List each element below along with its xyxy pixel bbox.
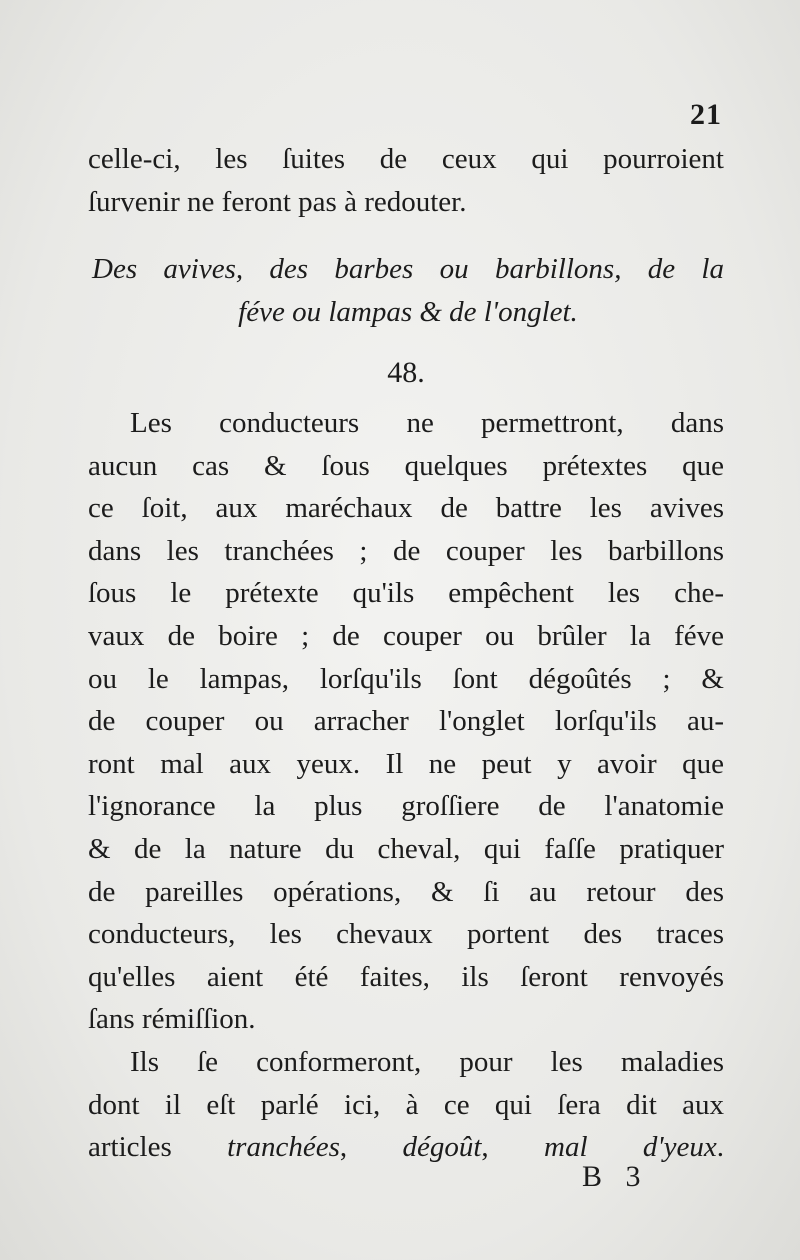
text-line: dont il eſt parlé ici, à ce qui ſera dit aux — [88, 1088, 724, 1121]
heading-line: féve ou lampas & de l'onglet. — [238, 295, 578, 328]
text-line: ſous le prétexte qu'ils empêchent les che- — [88, 577, 724, 610]
page-number: 21 — [690, 98, 722, 131]
text-line: ſans rémiſſion. — [88, 1003, 256, 1036]
text-line: aucun cas & ſous quelques prétextes que — [88, 449, 724, 482]
text-line: ront mal aux yeux. Il ne peut y avoir que — [88, 747, 724, 780]
body-text — [88, 402, 724, 1169]
text-line: dans les tranchées ; de couper les barbillons — [88, 534, 724, 567]
text-line: celle-ci, les ſuites de ceux qui pourroient — [88, 143, 724, 175]
text-line: vaux de boire ; de couper ou brûler la féve — [88, 619, 724, 652]
text-line: de couper ou arracher l'onglet lorſqu'ils au- — [88, 705, 724, 738]
heading-line: Des avives, des barbes ou barbillons, de la — [92, 253, 724, 285]
text-line: Les conducteurs ne permettront, dans — [130, 407, 724, 439]
text-line: Ils ſe conformeront, pour les maladies — [130, 1045, 724, 1078]
section-number-block — [88, 352, 724, 395]
italic-term: dégoût — [402, 1131, 482, 1164]
text-line: qu'elles aient été faites, ils ſeront renvoyés — [88, 960, 724, 993]
text-fragment: . — [716, 1131, 724, 1164]
text-fragment: articles — [88, 1131, 228, 1164]
text-fragment: , — [339, 1131, 403, 1164]
continuation-text — [88, 138, 724, 223]
text-line: & de la nature du cheval, qui faſſe pratiquer — [88, 832, 724, 865]
section-heading — [92, 248, 724, 333]
text-line: de pareilles opérations, & ſi au retour des — [88, 875, 724, 908]
signature-mark: B 3 — [582, 1160, 649, 1193]
italic-term: tranchées — [227, 1131, 340, 1164]
section-number: 48. — [387, 356, 425, 389]
text-line: conducteurs, les chevaux portent des traces — [88, 918, 724, 951]
text-line: ſurvenir ne feront pas à redouter. — [88, 185, 467, 218]
italic-term: mal d'yeux — [544, 1131, 717, 1164]
text-line: l'ignorance la plus groſſiere de l'anatomie — [88, 790, 724, 823]
text-line: ce ſoit, aux maréchaux de battre les avives — [88, 492, 724, 525]
text-line: ou le lampas, lorſqu'ils ſont dégoûtés ; & — [88, 662, 724, 695]
text-fragment: , — [481, 1131, 545, 1164]
